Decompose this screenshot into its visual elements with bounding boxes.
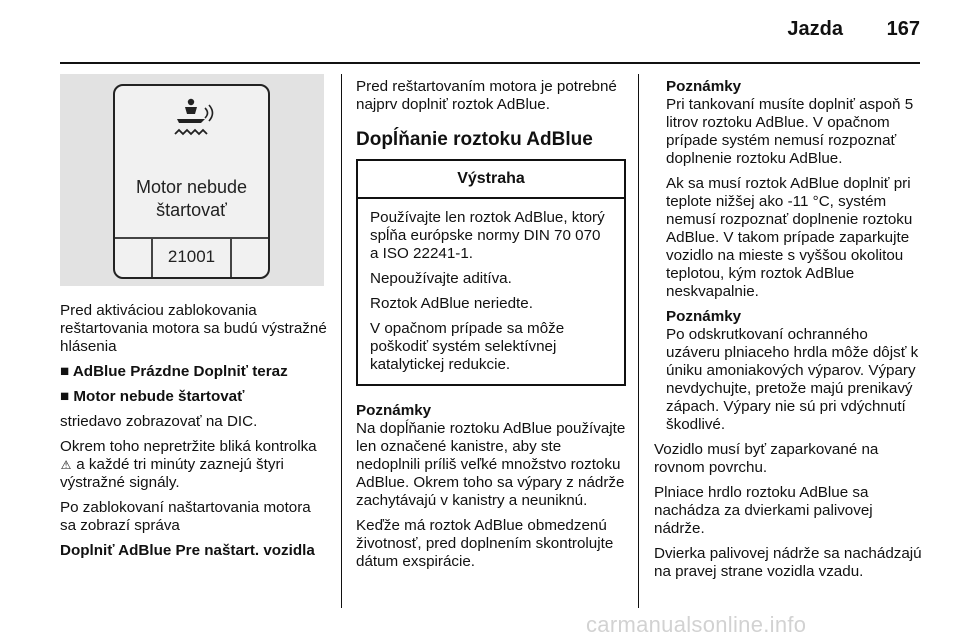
header-divider (60, 62, 920, 64)
note-title: Poznámky (666, 78, 742, 95)
note-block (654, 78, 922, 434)
section-heading: Dopĺňanie roztoku AdBlue (356, 129, 593, 150)
dic-message (115, 176, 268, 222)
paragraph: Dvierka palivovej nádrže sa nachádzajú na pravej strane vozidla vzadu. (654, 545, 922, 580)
warning-paragraph: Používajte len roztok AdBlue, ktorý spĺňa európske normy DIN 70 070 a ISO 22241-1. (370, 209, 605, 262)
bullet-item: ■ AdBlue Prázdne Doplniť teraz (60, 363, 288, 380)
paragraph: Vozidlo musí byť zaparkované na rovnom povrchu. (654, 441, 879, 476)
warning-lamp-icon: ⚠ (60, 458, 72, 472)
message-text: Doplniť AdBlue Pre naštart. vozidla (60, 542, 315, 559)
note-paragraph: Ak sa musí roztok AdBlue doplniť pri teplote nižšej ako -11 °C, systém nemusí rozpoznať doplnenie roztoku AdBlue. V takom prípade zaparkujte vozidlo na mieste s vyššou okolitou teplotou, kým roztok AdBlue neskvapalnie. (666, 175, 913, 300)
dic-bottom-bar (115, 237, 268, 277)
column-3 (654, 78, 922, 588)
bullet-item: ■ Motor nebude štartovať (60, 388, 245, 405)
column-divider-1 (341, 74, 342, 608)
dic-screen (113, 84, 270, 279)
page-number: 167 (886, 18, 920, 40)
watermark: carmanualsonline.info (586, 612, 807, 637)
adblue-level-warning-icon (163, 94, 223, 146)
paragraph: Pred aktiváciou zablokovania reštartovania motora sa budú výstražné hlásenia (60, 302, 327, 355)
figure-code: 21001 (167, 247, 216, 266)
dic-message-line1: Motor nebude (135, 177, 248, 197)
note-paragraph: Pri tankovaní musíte doplniť aspoň 5 litrov roztoku AdBlue. V opačnom prípade systém nemusí rozpoznať doplnenie roztoku AdBlue. (666, 96, 914, 167)
bullet-text: Motor nebude štartovať (73, 388, 245, 405)
paragraph-text: Okrem toho nepretržite bliká kontrolka (60, 438, 317, 455)
warning-box (356, 159, 626, 386)
warning-title: Výstraha (358, 161, 624, 199)
note-title: Poznámky (666, 308, 742, 325)
note-paragraph: Keďže má roztok AdBlue obmedzenú životnosť, pred doplnením skontrolujte dátum exspirácie. (356, 517, 614, 570)
warning-body (358, 199, 624, 384)
note-title: Poznámky (356, 402, 432, 419)
paragraph: Pred reštartovaním motora je potrebné najprv doplniť roztok AdBlue. (356, 78, 617, 113)
note-paragraph: Po odskrutkovaní ochranného uzáveru plniaceho hrdla môže dôjsť k úniku amoniakových výparov. Výpary nevdychujte, pretože majú prenikavý zápach. Výpary nie sú pri vdýchnutí škodlivé. (666, 326, 919, 433)
column-divider-2 (638, 74, 639, 608)
warning-paragraph: Roztok AdBlue neriedte. (370, 295, 533, 312)
section-title: Jazda (787, 18, 843, 40)
paragraph: striedavo zobrazovať na DIC. (60, 413, 258, 430)
paragraph: Plniace hrdlo roztoku AdBlue sa nachádza za dvierkami palivovej nádrže. (654, 484, 873, 537)
paragraph: Po zablokovaní naštartovania motora sa zobrazí správa (60, 499, 311, 534)
column-1 (60, 302, 330, 567)
note-paragraph: Na dopĺňanie roztoku AdBlue používajte len označené kanistre, aby ste nedoplnili príliš veľké množstvo roztoku AdBlue. Okrem toho sa výpary z nádrže zachytávajú v kanistry a neuniknú. (356, 420, 626, 509)
warning-paragraph: Nepoužívajte aditíva. (370, 270, 512, 287)
bullet-text: AdBlue Prázdne Doplniť teraz (72, 363, 288, 380)
dic-display-figure (60, 74, 324, 286)
column-2 (356, 78, 626, 578)
warning-paragraph: V opačnom prípade sa môže poškodiť systém selektívnej katalytickej redukcie. (370, 320, 565, 373)
paragraph (60, 438, 330, 492)
dic-message-line2: štartovať (156, 200, 227, 220)
paragraph-text: a každé tri minúty zaznejú štyri výstražné signály. (60, 456, 284, 491)
